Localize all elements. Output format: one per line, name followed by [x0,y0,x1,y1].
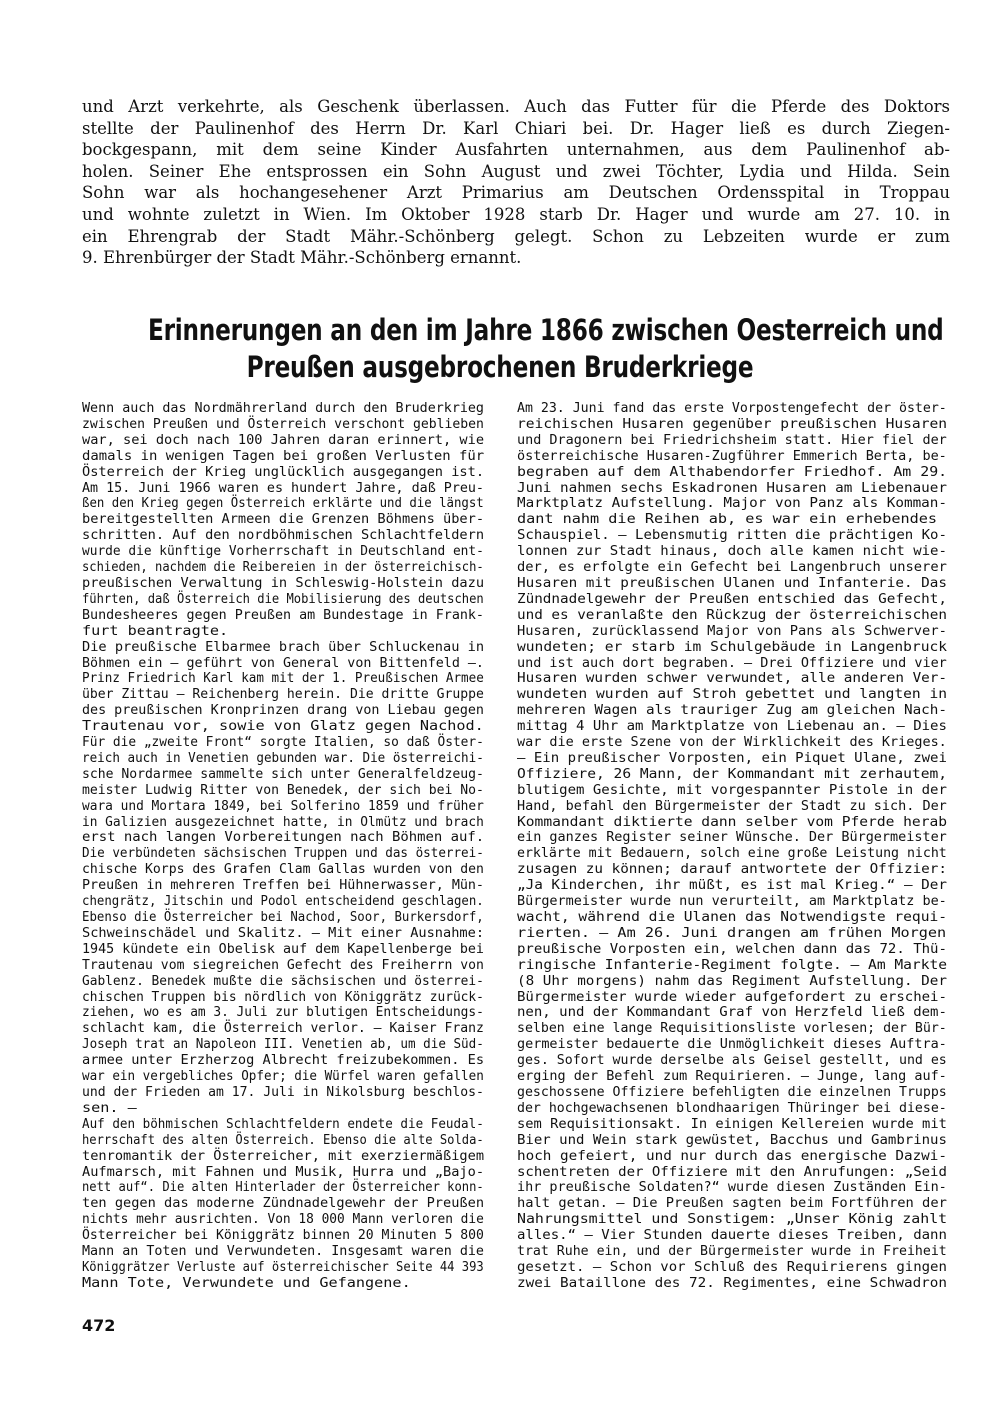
text-line: dant nahm die Reihen ab, es war ein erhebendes [517,512,938,528]
text-line: war, sei doch nach 100 Jahren daran erinnert, wie [82,432,485,448]
text-line: und ist auch dort begraben. — Drei Offiziere und vier [517,655,947,671]
text-line: und Dragonern bei Friedrichsheim statt. Hier fiel der [517,432,947,448]
text-line: Husaren mit preußischen Ulanen und Infanterie. Das [517,575,947,591]
text-line: Aufmarsch, mit Fahnen und Musik, Hurra und „Bajo- [82,1164,485,1180]
text-line: Juni nahmen sechs Eskadronen Husaren am Liebenauer [517,480,947,496]
text-line: selben eine lange Requisitionsliste vorlesen; der Bür- [517,1021,947,1037]
text-line: bereitgestellten Armeen die Grenzen Böhmens über- [82,512,485,528]
text-line: und Arzt verkehrte, als Geschenk überlassen. Auch das Futter für die Pferde des Doktors [82,97,950,116]
text-line: ihr preußische Soldaten?“ wurde diesen Zuständen Ein- [517,1180,947,1196]
text-line: ges. Sofort wurde derselbe als Geisel gestellt, und es [517,1053,947,1069]
text-line: Böhmen ein — geführt von General von Bittenfeld —. [82,655,484,671]
text-line: schieden, nachdem die Reibereien in der österreichisch- [82,560,484,576]
text-line: Schweinschädel und Skalitz. — Mit einer Ausnahme: [82,925,485,941]
text-line: Am 23. Juni fand das erste Vorpostengefecht der öster- [517,401,947,416]
text-line: chischen Truppen bis nördlich von Königgrätz zurück- [82,989,484,1005]
text-line: holen. Seiner Ehe entsprossen ein Sohn August und zwei Töchter, Lydia und Hilda. Sein [82,161,950,181]
text-line: ein Ehrengrab der Stadt Mähr.-Schönberg gelegt. Schon zu Lebzeiten wurde er zum [82,226,950,246]
text-line: Hand, befahl den Bürgermeister der Stadt zu sich. Der [517,798,947,814]
text-line: österreichische Husaren-Zugführer Emmerich Berta, be- [517,448,947,464]
text-line: (8 Uhr morgens) nahm das Regiment Aufstellung. Der [517,973,947,989]
text-line: zwei Bataillone des 72. Regimentes, eine Schwadron [517,1275,947,1291]
text-line: 1945 kündete ein Obelisk auf dem Kapellenberge bei [82,941,484,957]
text-line: der hochgewachsenen blondhaarigen Thüringer bei diese- [517,1100,947,1116]
text-line: der, es erfolgte ein Gefecht bei Langenbruch unserer [517,560,947,576]
text-line: wara und Mortara 1849, bei Solferino 1859 und früher [82,798,484,814]
text-line: Österreich der Krieg unglücklich ausgegangen ist. [82,464,485,480]
text-line: führten, daß Österreich die Mobilisierung des deutschen [82,591,484,607]
text-line: Preußen in mehreren Treffen bei Hühnerwasser, Mün- [82,878,484,894]
text-line: Mann Tote, Verwundete und Gefangene. [82,1275,411,1291]
text-line: rierten. — Am 26. Juni drangen am frühen Morgen [517,925,947,941]
text-line: Trautenau vor, sowie von Glatz gegen Nachod. [82,719,484,735]
text-line: und der Frieden am 17. Juli in Nikolsburg beschlos- [82,1084,484,1100]
intro-paragraph [82,96,950,269]
text-line: Bürgermeister wurde wieder aufgefordert zu erschei- [517,989,947,1005]
text-line: bockgespann, mit dem seine Kinder Ausfahrten unternahmen, aus dem Paulinenhof ab- [82,140,950,160]
text-line: wurde die künftige Vorherrschaft in Deutschland ent- [82,544,484,560]
text-line: hoch gefeiert, und nur durch das energische Dazwi- [517,1148,947,1164]
text-line: sen. — [82,1100,137,1116]
text-line: nichts mehr ausrichten. Von 18 000 Mann verloren die [82,1212,484,1228]
text-line: Joseph trat an Napoleon III. Venetien ab, um die Süd- [82,1037,484,1053]
text-line: zusagen zu können; darauf antwortete der Offizier: [517,862,947,878]
text-line: ziehen, wo es am 3. Juli zur blutigen Entscheidungs- [82,1005,484,1021]
text-line: „Ja Kinderchen, ihr müßt, es ist mal Krieg.“ — Der [517,878,947,894]
text-line: ein ganzes Register seiner Wünsche. Der Bürgermeister [517,830,947,846]
text-line: geschossene Offiziere befehligten die einzelnen Trupps [517,1084,947,1100]
text-line: Nahrungsmittel und Sonstigem: „Unser König zahlt [517,1212,948,1228]
text-line: halt getan. — Die Preußen sagten beim Fortführen der [517,1196,947,1212]
text-line: Bundesheeres gegen Preußen am Bundestage in Frank- [82,607,484,623]
text-line: wundeten wurden auf Stroh gebettet und langten in [517,687,948,703]
text-line: trat Ruhe ein, und der Bürgermeister wurde in Freiheit [517,1244,947,1260]
text-line: mittag 4 Uhr am Marktplatze von Liebenau an. — Dies [517,719,947,735]
text-line: war ein vergebliches Opfer; die Würfel waren gefallen [82,1069,484,1085]
text-line: Die preußische Elbarmee brach über Schluckenau in [82,639,485,655]
text-line: Bürgermeister wurde nun verurteilt, am Marktplatz be- [517,894,947,910]
text-line: ßen den Krieg gegen Österreich erklärte und die längst [82,496,484,512]
text-line: meister Ludwig Ritter von Benedek, der sich bei No- [82,782,484,798]
left-column [82,401,484,1292]
text-line: mehreren Wagen als trauriger Zug am gleichen Nach- [517,703,947,719]
text-line: Zündnadelgewehr der Preußen entschied das Gefecht, [517,591,947,607]
text-line: sem Requisitionsakt. In einigen Kellereien wurde mit [517,1116,947,1132]
text-line: Auf den böhmischen Schlachtfeldern endete die Feudal- [82,1116,484,1132]
right-column [517,401,947,1292]
text-line: Husaren wurden schwer verwundet, alle anderen Ver- [517,671,947,687]
text-line: Marktplatz Aufstellung. Major von Panz als Komman- [517,496,947,512]
text-line: armee unter Erzherzog Albrecht freizubekommen. Es [82,1053,485,1069]
text-line: wacht, während die Ulanen das Notwendigste requi- [517,910,948,925]
text-line: und wohnte zuletzt in Wien. Im Oktober 1928 starb Dr. Hager und wurde am 27. 10. in [82,204,950,224]
text-line: Husaren, zurücklassend Major von Pans als Schwerver- [517,623,947,639]
text-line: damals in wenigen Tagen bei großen Verlusten für [82,448,485,464]
text-line: Offiziere, 26 Mann, der Kommandant mit zerhautem, [517,766,948,782]
text-line: Sohn war als hochangesehener Arzt Primarius am Deutschen Ordensspital in Troppau [82,183,950,203]
text-line: erklärte mit Bedauern, solch eine große Leistung nicht [517,846,947,862]
text-line: wundeten; er starb im Schulgebäude in Langenbruck [517,639,948,655]
text-line: Prinz Friedrich Karl kam mit der 1. Preußischen Armee [82,671,484,687]
text-line: reichischen Husaren gegenüber preußischen Husaren [517,416,948,432]
text-line: stellte der Paulinenhof des Herrn Dr. Karl Chiari bei. Dr. Hager ließ es durch Ziegen- [82,118,950,138]
title-line: Preußen ausgebrochenen Bruderkriege [246,350,754,384]
text-line: schritten. Auf den nordböhmischen Schlachtfeldern [82,528,485,544]
text-line: und es veranlaßte den Rückzug der österreichischen [517,607,947,623]
text-line: Königgrätzer Verluste auf österreichischer Seite 44 393 [82,1259,484,1275]
text-line: Ebenso die Österreicher bei Nachod, Soor, Burkersdorf, [82,910,484,925]
text-line: tenromantik der Österreicher, mit exerziermäßigem [82,1148,485,1164]
text-line: Für die „zweite Front“ sorgte Italien, so daß Öster- [82,735,484,751]
text-line: germeister bedauerte die Unmöglichkeit dieses Auftra- [517,1037,947,1053]
text-line: nen, und der Kommandant Graf von Herzfeld ließ dem- [517,1005,947,1021]
text-line: Kommandant diktierte dann selber vom Pferde herab [517,814,948,830]
article-title [148,312,944,386]
text-line: schentreten der Offiziere mit den Anrufungen: „Seid [517,1164,947,1180]
text-line: in Galizien ausgezeichnet hatte, in Olmütz und brach [82,814,484,830]
text-line: erst nach langen Vorbereitungen nach Böhmen auf. [82,830,485,846]
text-line: Mann an Toten und Verwundeten. Insgesamt waren die [82,1244,484,1260]
text-line: begraben auf dem Althabendorfer Friedhof. Am 29. [517,464,948,480]
text-line: preußische Vorposten ein, welchen dann das 72. Thü- [517,941,947,957]
text-line: herrschaft des alten Österreich. Ebenso die alte Solda- [82,1132,484,1148]
text-line: ringische Infanterie-Regiment folgte. — Am Markte [517,957,948,973]
text-line: preußischen Verwaltung in Schleswig-Holstein dazu [82,575,485,591]
text-line: furt beantragte. [82,623,229,639]
text-line: erging der Befehl zum Requirieren. — Junge, lang auf- [517,1069,947,1085]
text-line: — Ein preußischer Vorposten, ein Piquet Ulane, zwei [517,750,947,766]
text-line: ten gegen das moderne Zündnadelgewehr der Preußen [82,1196,485,1212]
text-line: war die erste Szene von der Wirklichkeit des Krieges. [517,735,947,751]
text-line: reich auch in Venetien gebunden war. Die österreichi- [82,750,484,766]
text-line: Trautenau vom siegreichen Gefecht des Freiherrn von [82,957,484,973]
text-line: alles.“ — Vier Stunden dauerte dieses Treiben, dann [517,1228,947,1244]
text-line: Wenn auch das Nordmährerland durch den Bruderkrieg [82,401,484,416]
text-line: des preußischen Kronprinzen drang von Liebau gegen [82,703,484,719]
text-line: sche Nordarmee sammelte sich unter Generalfeldzeug- [82,766,484,782]
text-line: Die verbündeten sächsischen Truppen und das österrei- [82,846,484,862]
text-line: Am 15. Juni 1966 waren es hundert Jahre, daß Preu- [82,480,484,496]
text-line: schlacht kam, die Österreich verlor. — Kaiser Franz [82,1021,484,1037]
text-line: 9. Ehrenbürger der Stadt Mähr.-Schönberg ernannt. [82,248,522,268]
text-line: zwischen Preußen und Österreich verschont geblieben [82,416,484,432]
text-line: chische Korps des Grafen Clam Gallas wurden von den [82,862,484,878]
text-line: chengrätz, Jitschin und Podol entscheidend geschlagen. [82,894,484,910]
title-line: Erinnerungen an den im Jahre 1866 zwischen Oesterreich und [148,313,944,347]
page-number: 472 [82,1316,116,1335]
text-line: blutigem Gesichte, mit vorgespannter Pistole in der [517,782,947,798]
text-line: Österreicher bei Königgrätz binnen 20 Minuten 5 800 [82,1228,484,1244]
text-line: über Zittau — Reichenberg herein. Die dritte Gruppe [82,687,484,703]
text-line: Schauspiel. — Lebensmutig ritten die prächtigen Ko- [517,528,947,544]
text-line: Gablenz. Benedek mußte die sächsischen und österrei- [82,973,484,989]
text-line: Bier und Wein stark gewüstet, Bacchus und Gambrinus [517,1132,947,1148]
text-line: lonnen zur Stadt hinaus, doch alle kamen nicht wie- [517,544,947,560]
text-line: gesetzt. — Schon vor Schluß des Requirierens gingen [517,1259,947,1275]
text-line: nett auf“. Die alten Hinterlader der Österreicher konn- [82,1180,484,1196]
